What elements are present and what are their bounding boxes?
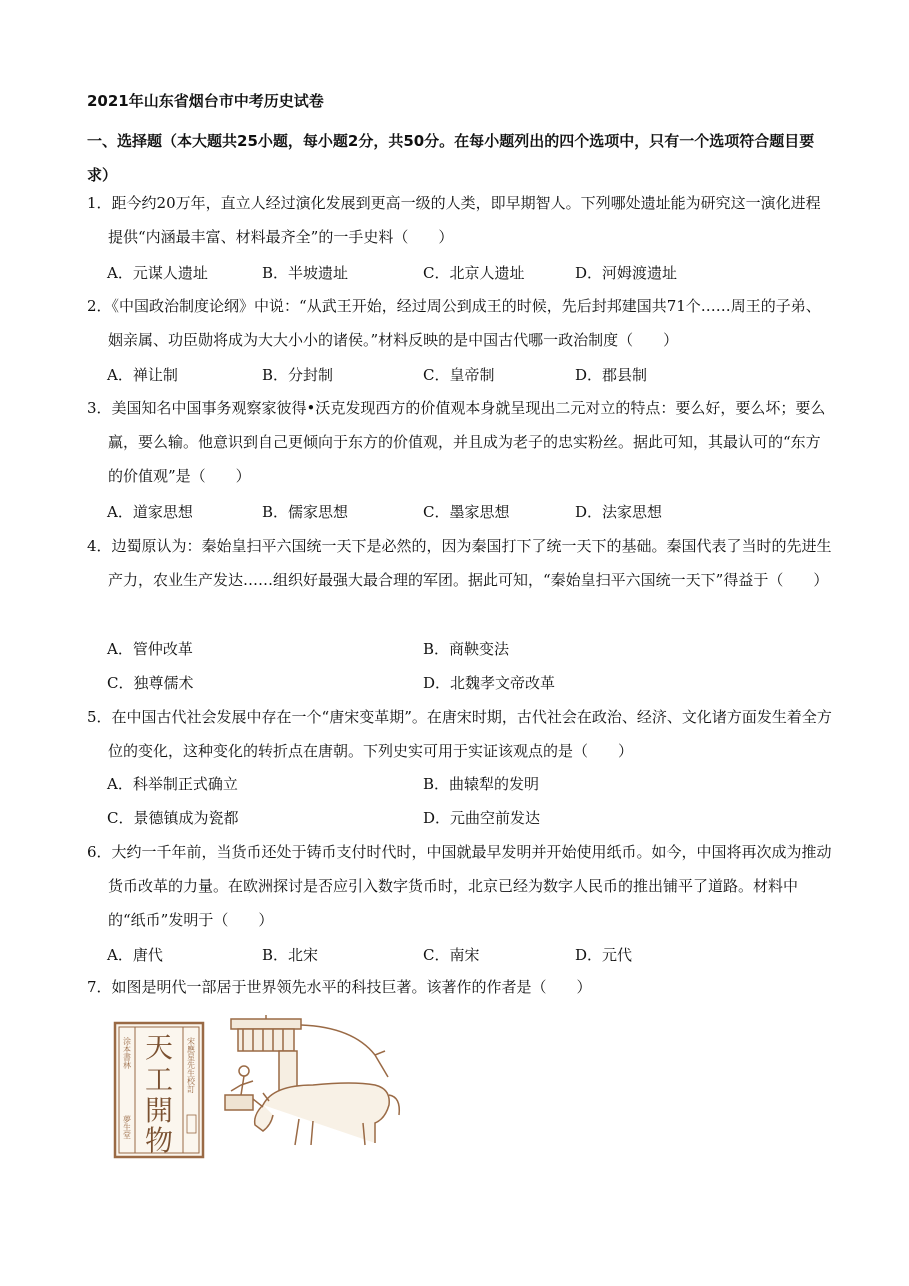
question-7: [87, 970, 832, 1004]
option-c[interactable]: C．北京人遗址: [423, 264, 525, 282]
option-c[interactable]: C．皇帝制: [423, 366, 495, 384]
option-a[interactable]: A．科举制正式确立: [107, 775, 238, 793]
option-b[interactable]: B．儒家思想: [262, 503, 349, 521]
question-stem: 1．距今约20万年，直立人经过演化发展到更高一级的人类，即早期智人。下列哪处遗址能为研究这一演化进程提供“内涵最丰富、材料最齐全”的一手史料（ ）: [87, 194, 821, 246]
option-d[interactable]: D．河姆渡遗址: [575, 264, 678, 282]
option-a[interactable]: A．道家思想: [107, 503, 193, 521]
question-1: [87, 186, 832, 254]
question-6: [87, 835, 832, 937]
book-illustration: [113, 1015, 473, 1165]
option-c[interactable]: C．墨家思想: [423, 503, 510, 521]
question-4: [87, 529, 832, 597]
question-stem: 5．在中国古代社会发展中存在一个“唐宋变革期”。在唐宋时期，古代社会在政治、经济、文化诸方面发生着全方位的变化，这种变化的转折点在唐朝。下列史实可用于实证该观点的是（ ）: [87, 708, 832, 760]
question-2: [87, 289, 832, 357]
option-c[interactable]: C．南宋: [423, 946, 480, 964]
cover-char-3: 開: [144, 1094, 174, 1127]
option-b[interactable]: B．曲辕犁的发明: [423, 775, 540, 793]
option-b[interactable]: B．半坡遗址: [262, 264, 349, 282]
question-stem: 6．大约一千年前，当货币还处于铸币支付时代时，中国就最早发明并开始使用纸币。如今，中国将再次成为推动货币改革的力量。在欧洲探讨是否应引入数字货币时，北京已经为数字人民币的推出铺平了道路。材料中的“纸币”发明于（ ）: [87, 843, 832, 929]
cover-side-right: 宋應星先生校訂: [186, 1037, 196, 1093]
cover-char-4: 物: [144, 1124, 174, 1157]
option-b[interactable]: B．分封制: [262, 366, 334, 384]
section-heading: 一、选择题（本大题共25小题，每小题2分，共50分。在每小题列出的四个选项中，只有一个选项符合题目要求）: [87, 132, 815, 184]
option-a[interactable]: A．禅让制: [107, 366, 178, 384]
option-d[interactable]: D．元代: [575, 946, 633, 964]
question-3: [87, 391, 832, 493]
cover-char-1: 天: [144, 1031, 174, 1064]
option-b[interactable]: B．商鞅变法: [423, 640, 510, 658]
tiangong-kaiwu-figure: [113, 1015, 473, 1165]
cover-side-left-2: 夢生堂: [122, 1115, 132, 1139]
cover-char-2: 工: [144, 1063, 174, 1096]
question-5: [87, 700, 832, 768]
question-stem: 2．《中国政治制度论纲》中说：“从武王开始，经过周公到成王的时候，先后封邦建国共71个……周王的子弟、姻亲属、功臣勋将成为大大小小的诸侯。”材料反映的是中国古代哪一政治制度（ ）: [87, 297, 821, 349]
option-d[interactable]: D．元曲空前发达: [423, 809, 541, 827]
ox-mill-drawing: [225, 1015, 399, 1145]
option-d[interactable]: D．郡县制: [575, 366, 648, 384]
option-d[interactable]: D．法家思想: [575, 503, 663, 521]
option-a[interactable]: A．唐代: [107, 946, 163, 964]
option-a[interactable]: A．管仲改革: [107, 640, 193, 658]
option-a[interactable]: A．元谋人遗址: [107, 264, 208, 282]
option-d[interactable]: D．北魏孝文帝改革: [423, 674, 556, 692]
question-stem: 3．美国知名中国事务观察家彼得•沃克发现西方的价值观本身就呈现出二元对立的特点：要么好，要么坏；要么赢，要么输。他意识到自己更倾向于东方的价值观，并且成为老子的忠实粉丝。据此可知，其最认可的“东方的价值观”是（ ）: [87, 399, 826, 485]
option-b[interactable]: B．北宋: [262, 946, 319, 964]
question-stem: 7．如图是明代一部居于世界领先水平的科技巨著。该著作的作者是（ ）: [87, 978, 592, 996]
page-title: 2021年山东省烟台市中考历史试卷: [87, 92, 324, 110]
cover-side-left: 涂本書林: [122, 1037, 132, 1069]
option-c[interactable]: C．景德镇成为瓷都: [107, 809, 239, 827]
question-stem: 4．边蜀原认为：秦始皇扫平六国统一天下是必然的，因为秦国打下了统一天下的基础。秦国代表了当时的先进生产力，农业生产发达……组织好最强大最合理的军团。据此可知，“秦始皇扫平六国统一天下”得益于（ ）: [87, 537, 832, 589]
option-c[interactable]: C．独尊儒术: [107, 674, 194, 692]
